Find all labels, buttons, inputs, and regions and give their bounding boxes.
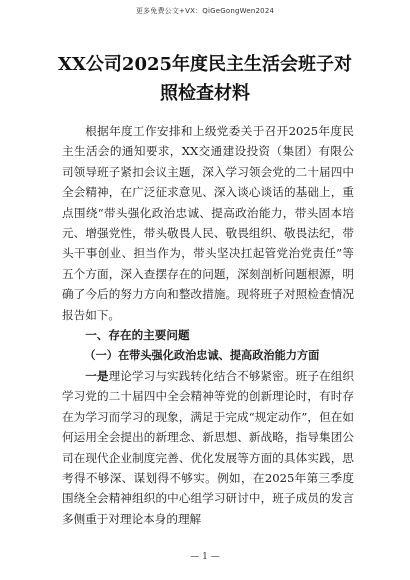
body-paragraph [62, 366, 354, 529]
document-body [62, 121, 354, 529]
document-title: XX公司2025年度民主生活会班子对照检查材料 [57, 54, 353, 104]
paragraph-lead: 一是 [85, 368, 109, 383]
page-number: — 1 — [190, 552, 220, 562]
paragraph-text: 理论学习与实践转化结合不够紧密。班子在组织学习党的二十届四中全会精神等党的创新理论时，有时存在为学习而学习的现象，满足于完成“规定动作”，但在如何运用全会提出的新理念、新思想、新战略，指导集团公司在现代企业制度完善、优化发展等方面的具体实践，思考得不够深、谋划得不够实。例如，在2025年第三季度围绕全会精神组织的中心组学习研讨中，班子成员的发言多侧重于对理论本身的理解 [62, 368, 354, 526]
intro-paragraph: 根据年度工作安排和上级党委关于召开2025年度民主生活会的通知要求，XX交通建设投资（集团）有限公司领导班子紧扣会议主题，深入学习领会党的二十届四中全会精神，在广泛征求意见、深入谈心谈话的基础上，重点围绕“带头强化政治忠诚、提高政治能力，带头固本培元、增强党性，带头敬畏人民、敬畏组织、敬畏法纪，带头干事创业、担当作为，带头坚决扛起管党治党责任”等五个方面，深入查摆存在的问题，深刻剖析问题根源，明确了今后的努力方向和整改措施。现将班子对照检查情况报告如下。 [62, 124, 354, 322]
section-heading: 一、存在的主要问题 [85, 328, 190, 343]
subsection-heading: （一）在带头强化政治忠诚、提高政治能力方面 [84, 348, 320, 363]
page-header: 更多免费公文+VX：QiGeGongWen2024 [135, 7, 275, 15]
